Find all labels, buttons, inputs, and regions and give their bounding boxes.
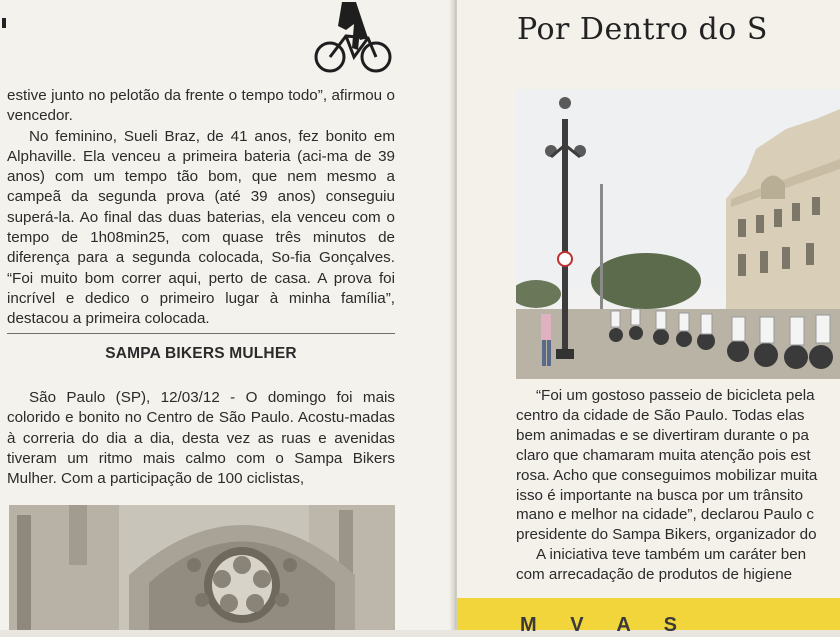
text-line: mano e melhor na cidade”, declarou Paulo c: [516, 506, 815, 524]
article-column-top: [7, 86, 395, 330]
text-line: com arrecadação de produtos de higiene: [516, 566, 793, 584]
text-line: A iniciativa teve também um caráter ben: [536, 546, 807, 564]
page-mark: [2, 18, 6, 28]
text-line: “Foi um gostoso passeio de bicicleta pela: [536, 387, 815, 404]
page-heading: Por Dentro do S: [517, 12, 768, 47]
text-line: presidente do Sampa Bikers, organizador do: [516, 526, 817, 544]
paragraph: No feminino, Sueli Braz, de 41 anos, fez bonito em Alphaville. Ela venceu a primeira bateria (aci-ma de 39 anos) com um tempo tão bom, que nem mesmo a campeã da segunda prova (até 39 anos) conseguiu superá-la. Ao final das duas baterias, ela venceu com o tempo de 1h08min25, com quase três minutos de diferença para a segunda colocada, So-fia Gonçalves. “Foi muito bom correr aqui, perto de casa. A prova foi incrível e dedico o primeiro lugar à minha família”, destacou a primeira colocada.: [7, 127, 395, 328]
section-title: SAMPA BIKERS MULHER: [105, 345, 297, 362]
text-line: rosa. Acho que conseguimos mobilizar muita: [516, 466, 818, 484]
article-column-right: [516, 386, 840, 585]
cathedral-photo: [9, 505, 395, 630]
article-column-section: [7, 388, 395, 489]
text-line: isso é importante na busca por um trânsito: [516, 486, 804, 504]
cyclist-illustration: [312, 0, 394, 76]
paragraph: São Paulo (SP), 12/03/12 - O domingo foi mais colorido e bonito no Centro de São Paulo. Acostu-madas à correria do dia a dia, desta vez as ruas e avenidas tiveram um ritmo mais calmo com o Sampa Bikers Mulher. Com a participação de 100 ciclistas,: [7, 389, 395, 488]
text-line: claro que chamaram muita atenção pois est: [516, 446, 811, 464]
paragraph: estive junto no pelotão da frente o tempo todo”, afirmou o vencedor.: [7, 87, 395, 125]
band-text: M V A S: [520, 614, 691, 636]
section-divider: [7, 333, 395, 334]
text-line: bem animadas e se divertiram durante o pa: [516, 426, 809, 444]
text-line: centro da cidade de São Paulo. Todas elas: [516, 406, 805, 424]
cyclists-photo: [516, 89, 840, 379]
